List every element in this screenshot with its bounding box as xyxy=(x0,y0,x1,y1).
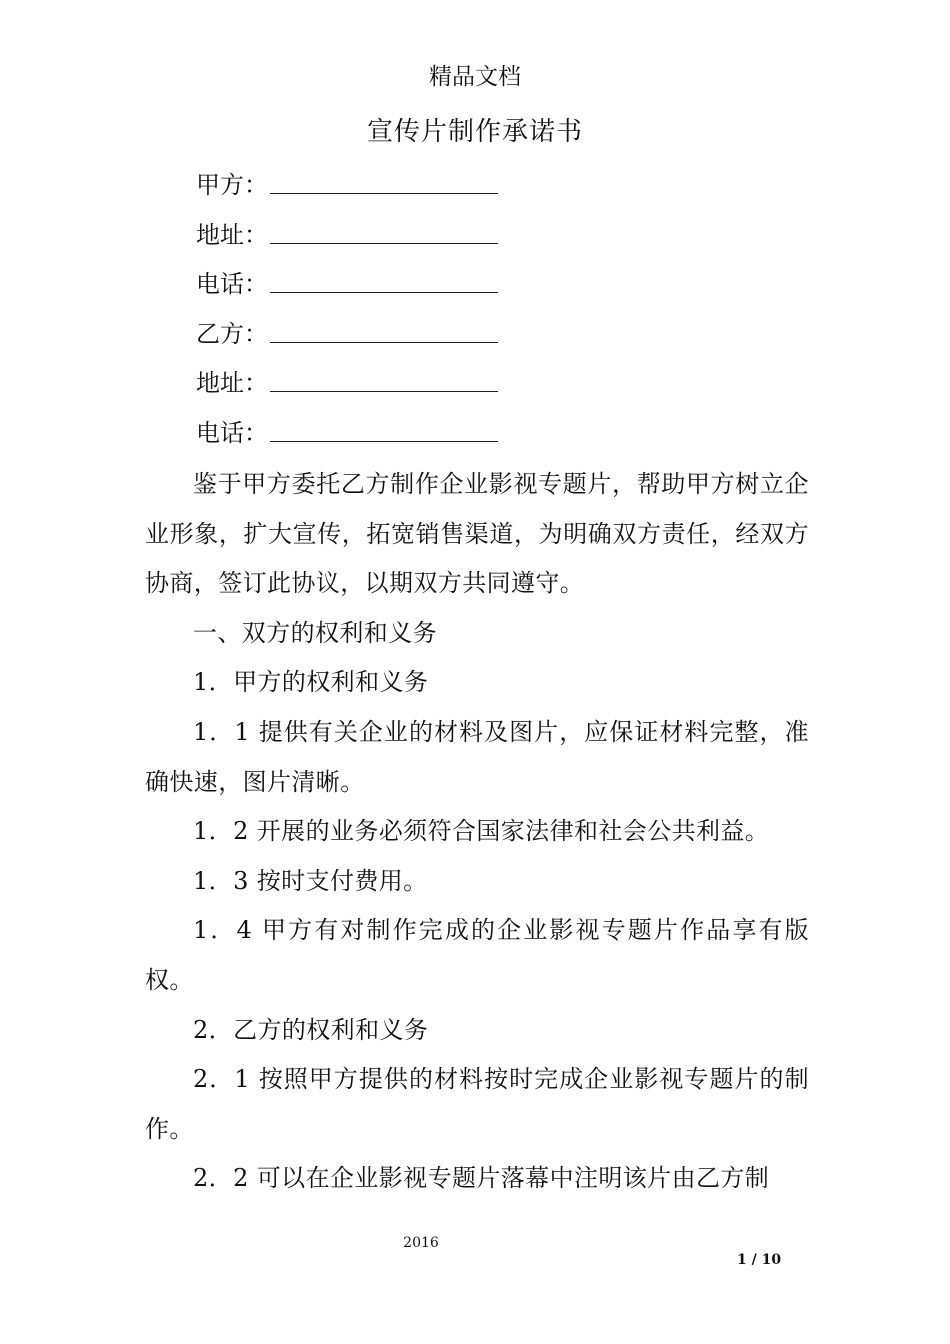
party-field-list xyxy=(196,168,616,466)
field-label: 甲方： xyxy=(196,171,268,199)
field-row-party-b-address xyxy=(196,366,616,416)
clause-1-3: 1．3 按时支付费用。 xyxy=(193,866,428,895)
clause-1-2: 1．2 开展的业务必须符合国家法律和社会公共利益。 xyxy=(193,817,770,846)
field-label: 地址： xyxy=(196,369,268,398)
clause-2-1: 2．1 按照甲方提供的材料按时完成企业影视专题片的制作。 xyxy=(145,1065,809,1143)
field-row-party-b xyxy=(196,317,616,367)
subsection-heading-party-b: 2．乙方的权利和义务 xyxy=(193,1015,429,1044)
field-label: 乙方： xyxy=(196,319,268,348)
blank-fill-line xyxy=(270,317,498,343)
paragraph-preamble: 鉴于甲方委托乙方制作企业影视专题片，帮助甲方树立企业形象，扩大宣传，拓宽销售渠道，为明确双方责任，经双方协商，签订此协议，以期双方共同遵守。 xyxy=(145,470,809,598)
field-label: 电话： xyxy=(196,418,268,447)
blank-fill-line xyxy=(270,267,498,293)
clause-1-4: 1．4 甲方有对制作完成的企业影视专题片作品享有版权。 xyxy=(145,916,809,994)
blank-fill-line xyxy=(270,168,498,194)
blank-fill-line xyxy=(270,218,498,244)
section-heading-rights-obligations: 一、双方的权利和义务 xyxy=(193,618,437,647)
field-row-party-a-phone xyxy=(196,267,616,317)
subsection-heading-party-a: 1．甲方的权利和义务 xyxy=(193,668,429,697)
footer-year: 2016 xyxy=(403,1235,439,1251)
field-row-party-b-phone xyxy=(196,416,616,466)
clause-2-2: 2．2 可以在企业影视专题片落幕中注明该片由乙方制 xyxy=(193,1164,770,1193)
field-label: 地址： xyxy=(196,220,268,249)
document-body xyxy=(145,460,809,1204)
field-row-party-a xyxy=(196,168,616,218)
page-number: 1 / 10 xyxy=(737,1252,782,1268)
page-header: 精品文档 xyxy=(429,64,521,90)
blank-fill-line xyxy=(270,366,498,392)
clause-1-1: 1．1 提供有关企业的材料及图片，应保证材料完整，准确快速，图片清晰。 xyxy=(145,717,809,796)
blank-fill-line xyxy=(270,416,498,442)
field-label: 电话： xyxy=(196,270,268,299)
document-title: 宣传片制作承诺书 xyxy=(366,117,583,147)
field-row-party-a-address xyxy=(196,218,616,268)
